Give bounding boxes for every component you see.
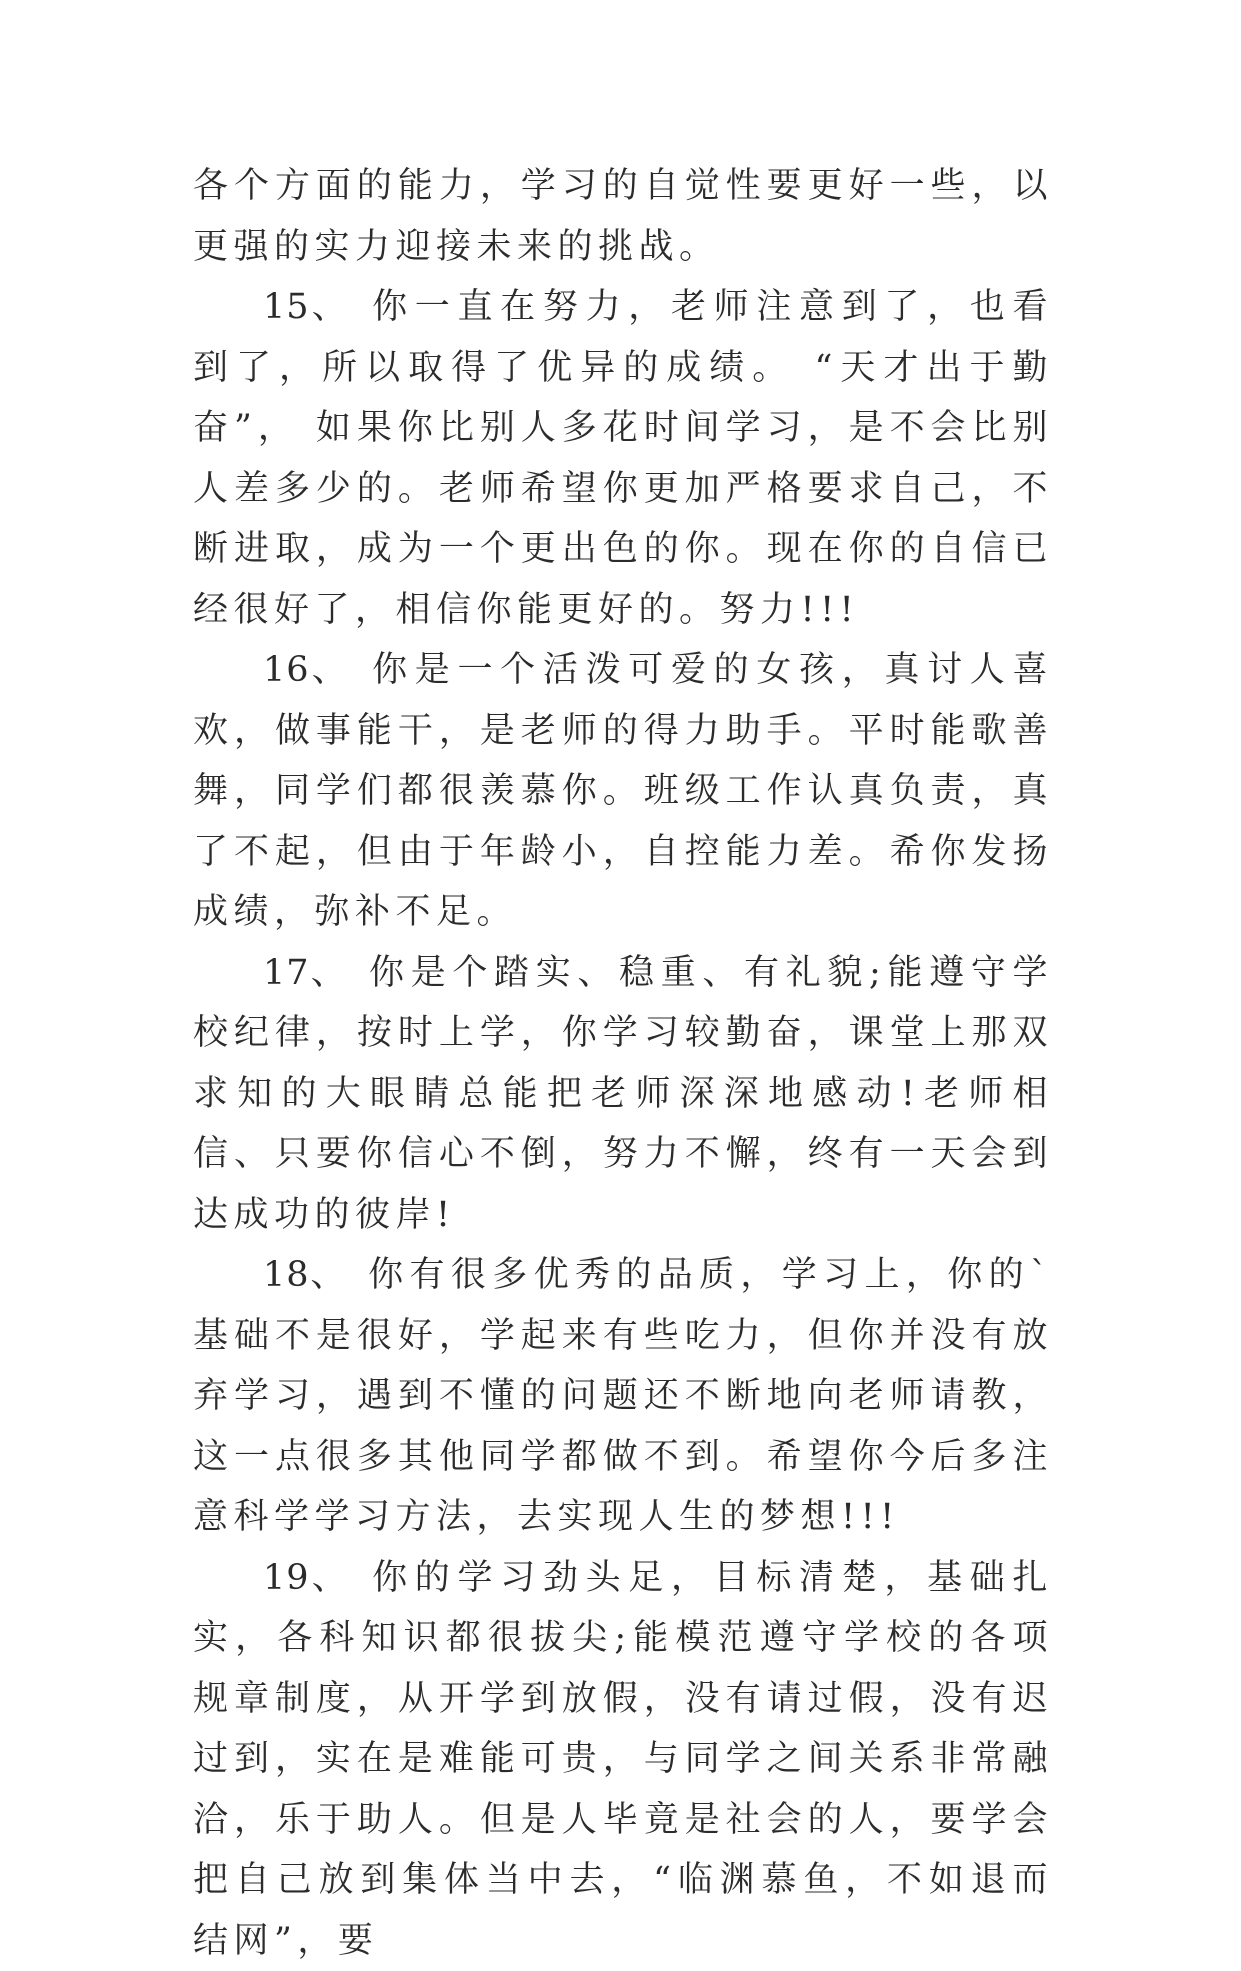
list-item: [193, 640, 1053, 943]
list-item: [193, 1245, 1053, 1548]
item-text: 你是一个活泼可爱的女孩，真讨人喜欢，做事能干，是老师的得力助手。平时能歌善舞，同学们都很羡慕你。班级工作认真负责，真了不起，但由于年龄小，自控能力差。希你发扬成绩，弥补不足。: [193, 650, 1053, 932]
item-text: 你是个踏实、稳重、有礼貌;能遵守学校纪律，按时上学，你学习较勤奋，课堂上那双求知的大眼睛总能把老师深深地感动!老师相信、只要你信心不倒，努力不懈，终有一天会到达成功的彼岸!: [193, 953, 1053, 1235]
item-number: 15、: [263, 287, 350, 327]
item-text: 你有很多优秀的品质，学习上，你的`基础不是很好，学起来有些吃力，但你并没有放弃学习，遇到不懂的问题还不断地向老师请教，这一点很多其他同学都做不到。希望你今后多注意科学学习方法，去实现人生的梦想!!!: [193, 1255, 1053, 1537]
list-item: [193, 943, 1053, 1246]
document-body: [193, 156, 1053, 1971]
list-item: [193, 277, 1053, 640]
item-number: 17、: [263, 953, 348, 993]
continuation-paragraph: 各个方面的能力，学习的自觉性要更好一些，以更强的实力迎接未来的挑战。: [193, 156, 1053, 277]
item-number: 18、: [263, 1255, 347, 1295]
item-number: 16、: [263, 650, 350, 690]
item-text: 你一直在努力，老师注意到了，也看到了，所以取得了优异的成绩。 “天才出于勤奋”， 如果你比别人多花时间学习，是不会比别人差多少的。老师希望你更加严格要求自己，不断进取，成为一个更出色的你。现在你的自信已经很好了，相信你能更好的。努力!!!: [193, 287, 1053, 630]
item-text: 你的学习劲头足，目标清楚，基础扎实，各科知识都很拔尖;能模范遵守学校的各项规章制度，从开学到放假，没有请过假，没有迟过到，实在是难能可贵，与同学之间关系非常融洽，乐于助人。但是人毕竟是社会的人，要学会把自己放到集体当中去，“临渊慕鱼，不如退而结网”，要: [193, 1558, 1053, 1961]
item-number: 19、: [263, 1558, 350, 1598]
list-item: [193, 1548, 1053, 1971]
